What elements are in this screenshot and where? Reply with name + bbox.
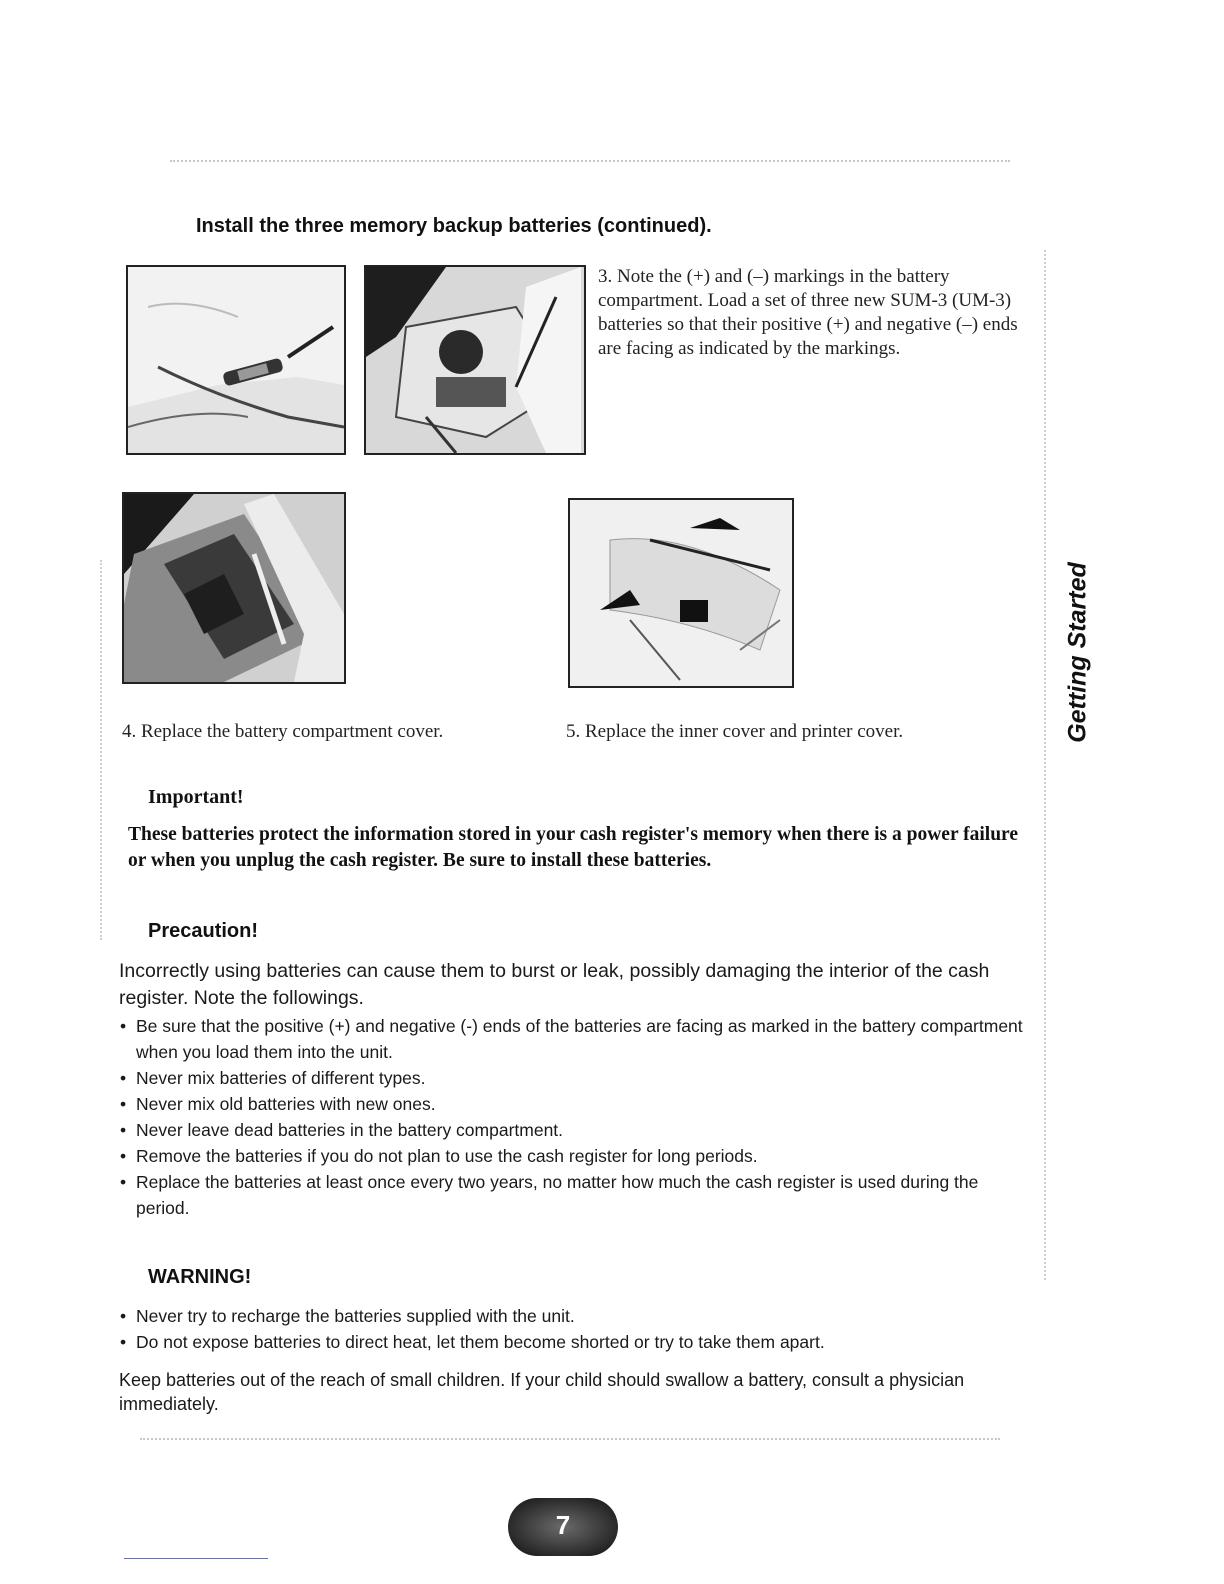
important-title: Important! [148, 786, 244, 808]
photo-battery-in-hand [126, 265, 346, 455]
footer-rule [124, 1558, 268, 1559]
top-dotted-rule [170, 160, 1010, 162]
warning-title: WARNING! [148, 1266, 252, 1288]
bottom-dotted-rule [140, 1438, 1000, 1440]
step-5-caption: 5. Replace the inner cover and printer cover. [566, 721, 904, 742]
side-tab-label: Getting Started [1063, 562, 1092, 743]
section-heading: Install the three memory backup batteries (continued). [196, 215, 712, 237]
precaution-list [119, 1013, 1031, 1221]
warning-item: • Never try to recharge the batteries supplied with the unit. [119, 1303, 1031, 1329]
precaution-item: • Replace the batteries at least once every two years, no matter how much the cash register is used during the period. [119, 1169, 1031, 1221]
warning-list [119, 1303, 1031, 1355]
step-4-caption: 4. Replace the battery compartment cover. [122, 721, 444, 742]
photo-battery-compartment [364, 265, 586, 455]
important-text: These batteries protect the information stored in your cash register's memory when there is a power failure or when you unplug the cash register. Be sure to install these batteries. [128, 824, 1019, 871]
left-margin-dots [100, 560, 102, 940]
precaution-item: • Never mix batteries of different types. [119, 1065, 1031, 1091]
warning-note: Keep batteries out of the reach of small children. If your child should swallow a battery, consult a physician immediately. [119, 1370, 965, 1414]
step-3-text: 3. Note the (+) and (–) markings in the battery compartment. Load a set of three new SUM-3 (UM-3) batteries so that their positive (+) and negative (–) ends are facing as indicated by the markings. [598, 266, 1018, 359]
precaution-item: • Never mix old batteries with new ones. [119, 1091, 1031, 1117]
page-number-badge [508, 1498, 618, 1556]
precaution-title: Precaution! [148, 920, 259, 942]
precaution-item: • Remove the batteries if you do not plan to use the cash register for long periods. [119, 1143, 1031, 1169]
photo-inner-cover [568, 498, 794, 688]
precaution-intro: Incorrectly using batteries can cause them to burst or leak, possibly damaging the interior of the cash register. Note the followings. [119, 960, 990, 1009]
warning-item: • Do not expose batteries to direct heat, let them become shorted or try to take them apart. [119, 1329, 1031, 1355]
page-number: 7 [555, 1510, 571, 1540]
right-margin-dots [1044, 250, 1046, 1280]
photo-compartment-cover [122, 492, 346, 684]
precaution-item: • Be sure that the positive (+) and negative (-) ends of the batteries are facing as marked in the battery compartment when you load them into the unit. [119, 1013, 1031, 1065]
precaution-item: • Never leave dead batteries in the battery compartment. [119, 1117, 1031, 1143]
